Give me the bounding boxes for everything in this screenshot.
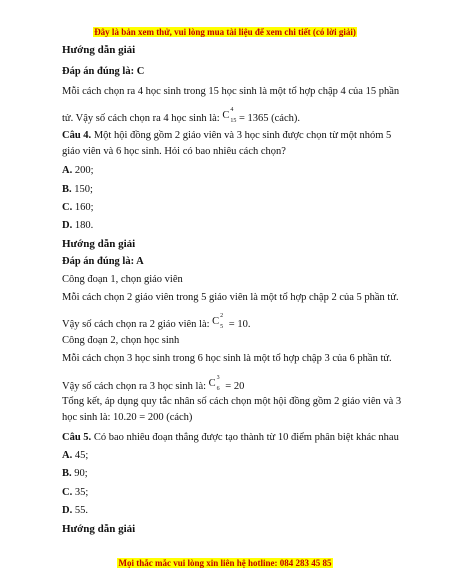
combination-symbol: C 4 15 <box>222 107 237 124</box>
solution-text: Mỗi cách chọn ra 4 học sinh trong 15 học sinh là một tổ hợp chập 4 của 15 phần <box>62 86 400 97</box>
stage-2-title: Công đoạn 2, chọn học sinh <box>62 335 180 346</box>
question-4: Câu 4. Một hội đồng gồm 2 giáo viên và 3 học sinh được chọn từ một nhóm 5 giáo viên và 6 học sinh. Hỏi có bao nhiêu cách chọn? <box>62 130 392 157</box>
stage-1-result: Vậy số cách chọn ra 2 giáo viên là: C 2 5 = 10. <box>62 313 251 330</box>
stage-1-text: Mỗi cách chọn 2 giáo viên trong 5 giáo viên là một tổ hợp chập 2 của 5 phần tử. <box>62 292 399 303</box>
option-b: B. 150; <box>62 184 93 195</box>
option-a: A. 200; <box>62 165 94 176</box>
solution-heading: Hướng dẫn giải <box>62 238 136 250</box>
option-a: A. 45; <box>62 450 89 461</box>
hotline-banner: Mọi thắc mắc vui lòng xin liên hệ hotline: 084 283 45 85 <box>118 558 332 568</box>
option-d: D. 180. <box>62 220 94 231</box>
correct-answer: Đáp án đúng là: C <box>62 66 145 77</box>
option-d: D. 55. <box>62 505 88 516</box>
solution-result: tử. Vậy số cách chọn ra 4 học sinh là: C 4 15 = 1365 (cách). <box>62 107 300 124</box>
solution-heading: Hướng dẫn giải <box>62 523 136 535</box>
stage-2-result: Vậy số cách chọn ra 3 học sinh là: C 3 6 = 20 <box>62 375 245 392</box>
solution-heading: Hướng dẫn giải <box>62 44 136 56</box>
option-c: C. 160; <box>62 202 94 213</box>
preview-banner: Đây là bản xem thử, vui lòng mua tài liệu để xem chi tiết (có lời giải) <box>94 27 356 37</box>
stage-2-text: Mỗi cách chọn 3 học sinh trong 6 học sinh là một tổ hợp chập 3 của 6 phần tử. <box>62 353 392 364</box>
option-c: C. 35; <box>62 487 89 498</box>
summary-text: Tổng kết, áp dụng quy tắc nhân số cách chọn một hội đồng gồm 2 giáo viên và 3 học sinh là: 10.20 = 200 (cách) <box>62 396 402 423</box>
correct-answer: Đáp án đúng là: A <box>62 256 144 267</box>
combination-symbol: C 3 6 <box>208 375 220 392</box>
stage-1-title: Công đoạn 1, chọn giáo viên <box>62 274 183 285</box>
option-b: B. 90; <box>62 468 88 479</box>
combination-symbol: C 2 5 <box>212 313 224 330</box>
question-5: Câu 5. Có bao nhiêu đoạn thẳng được tạo thành từ 10 điểm phân biệt khác nhau <box>62 432 399 443</box>
